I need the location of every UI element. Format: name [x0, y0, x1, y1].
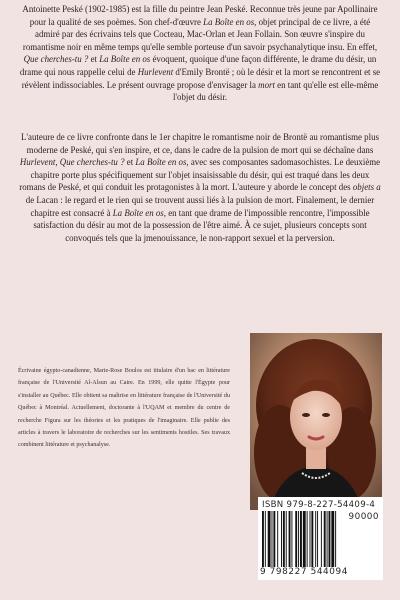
- synopsis-text: de Lacan : le regard et le rien qui se trouvent aussi liés à la pulsion de mort. Finalement, le dernier chapitre est consacré à: [25, 194, 375, 218]
- barcode-image: [262, 511, 354, 567]
- book-title: Hurlevent: [19, 157, 56, 168]
- barcode-bar: [291, 511, 292, 567]
- barcode-bar: [315, 511, 316, 567]
- barcode-bar: [329, 511, 331, 567]
- synopsis-text: et: [88, 54, 100, 65]
- barcode-panel: [258, 497, 383, 580]
- synopsis-text: d'Emily Brontë ; où le désir et la mort se rencontrent et se révèlent indissociables. Le présent ouvrage propose d'envisager la: [21, 66, 381, 90]
- emphasis: objets a: [352, 182, 381, 193]
- author-bio: Écrivaine égypto-canadienne, Marie-Rose Boulos est titulaire d'un bac en littérature française de l'Université Al-Alsun au Caire. En 1999, elle quitte l'Égypte pour s'installer au Québec. Elle obtient sa maîtrise en littérature française de l'Université du Québec à Montréal. Actuellement, doctorante à l'UQAM et membre du centre de recherche Figura sur les théories et les pratiques de l'imaginaire. Elle publie des articles à travers le laboratoire de recherches sur les sentiments hostiles. Ses travaux combinent littérature et psychanalyse.: [18, 368, 230, 449]
- synopsis-paragraph-1: [18, 3, 382, 104]
- synopsis-text: L'auteure de ce livre confronte dans le 1er chapitre le romantisme noir de Brontë au romantisme plus moderne de Peské, qui s'en inspire, et ce, dans le cadre de la pulsion de mort qui se déchaîne dans: [21, 132, 379, 155]
- barcode-bar: [303, 511, 306, 567]
- barcode-bar: [324, 511, 326, 567]
- synopsis-text: et: [124, 157, 136, 168]
- barcode-bar: [268, 511, 271, 567]
- barcode-bar: [335, 511, 336, 567]
- author-photo: [250, 333, 382, 510]
- book-title: La Boîte en os: [135, 157, 187, 168]
- book-title: Hurlevent: [137, 66, 174, 77]
- synopsis-text: , objet principal de ce livre, a été admiré par des écrivains tels que Cocteau, Mac-Orlan et Jean Follain. Son œuvre s'inspire du romantisme noir en même temps qu'elle semble porteuse d'un savoir psychanalytique insu. En effet,: [22, 16, 378, 52]
- price-code: 90000: [348, 512, 379, 522]
- book-title: La Boîte en os: [99, 54, 151, 65]
- barcode-bar: [262, 511, 264, 567]
- barcode-bar: [283, 511, 285, 567]
- emphasis: mort: [258, 79, 275, 90]
- synopsis-text: , avec ses composantes sadomasochistes. Le deuxième chapitre porte plus spécifiquement sur l'objet insaisissable du désir, qui est traqué dans les deux romans de Peské, et qui conduit les protagonistes à la mort. L'auteure y aborde le concept des: [19, 157, 381, 193]
- barcode-bar: [298, 511, 299, 567]
- barcode-bar: [300, 511, 302, 567]
- book-title: Que cherches-tu ?: [59, 157, 125, 168]
- synopsis-text: ,: [55, 157, 60, 168]
- isbn-label: ISBN 979-8-227-54409-4: [262, 500, 376, 510]
- book-title: La Boîte en os: [112, 207, 164, 218]
- synopsis-text: Antoinette Peské (1902-1985) est la fille du peintre Jean Peské. Reconnue très jeune par Apollinaire pour la qualité de ses poèmes. Son chef-d'œuvre: [22, 4, 378, 27]
- book-title: Que cherches-tu ?: [23, 54, 89, 65]
- barcode-bar: [327, 511, 328, 567]
- synopsis-text: en tant qu'elle est elle-même l'objet du désir.: [172, 79, 379, 103]
- barcode-bar: [289, 511, 291, 567]
- barcode-bar: [295, 511, 297, 567]
- author-portrait-image: [250, 333, 382, 510]
- barcode-bar: [265, 511, 266, 567]
- barcode-bar: [311, 511, 313, 567]
- barcode-bar: [273, 511, 275, 567]
- synopsis-text: évoquent, quoique d'une façon différente, le drame du désir, un drame qui nous rappelle celui de: [19, 54, 377, 77]
- barcode-digits: 9 798227 544094: [260, 567, 349, 577]
- barcode-bar: [281, 511, 282, 567]
- synopsis-paragraph-2: [18, 131, 382, 244]
- barcode-bar: [317, 511, 318, 567]
- barcode-bar: [307, 511, 308, 567]
- barcode-bar: [310, 511, 311, 567]
- barcode-bar: [331, 511, 334, 567]
- synopsis-text: , en tant que drame de l'impossible rencontre, l'impossible satisfaction du désir au mot de la possession de l'être aimé. À ce sujet, plusieurs concepts sont convoqués tels que la jmenouissance, le non-rapport sexuel et la perversion.: [33, 207, 370, 243]
- barcode-bar: [321, 511, 322, 567]
- barcode-bar: [277, 511, 278, 567]
- barcode-bar: [286, 511, 287, 567]
- book-title: La Boîte en os: [203, 16, 255, 27]
- barcode-bar: [272, 511, 273, 567]
